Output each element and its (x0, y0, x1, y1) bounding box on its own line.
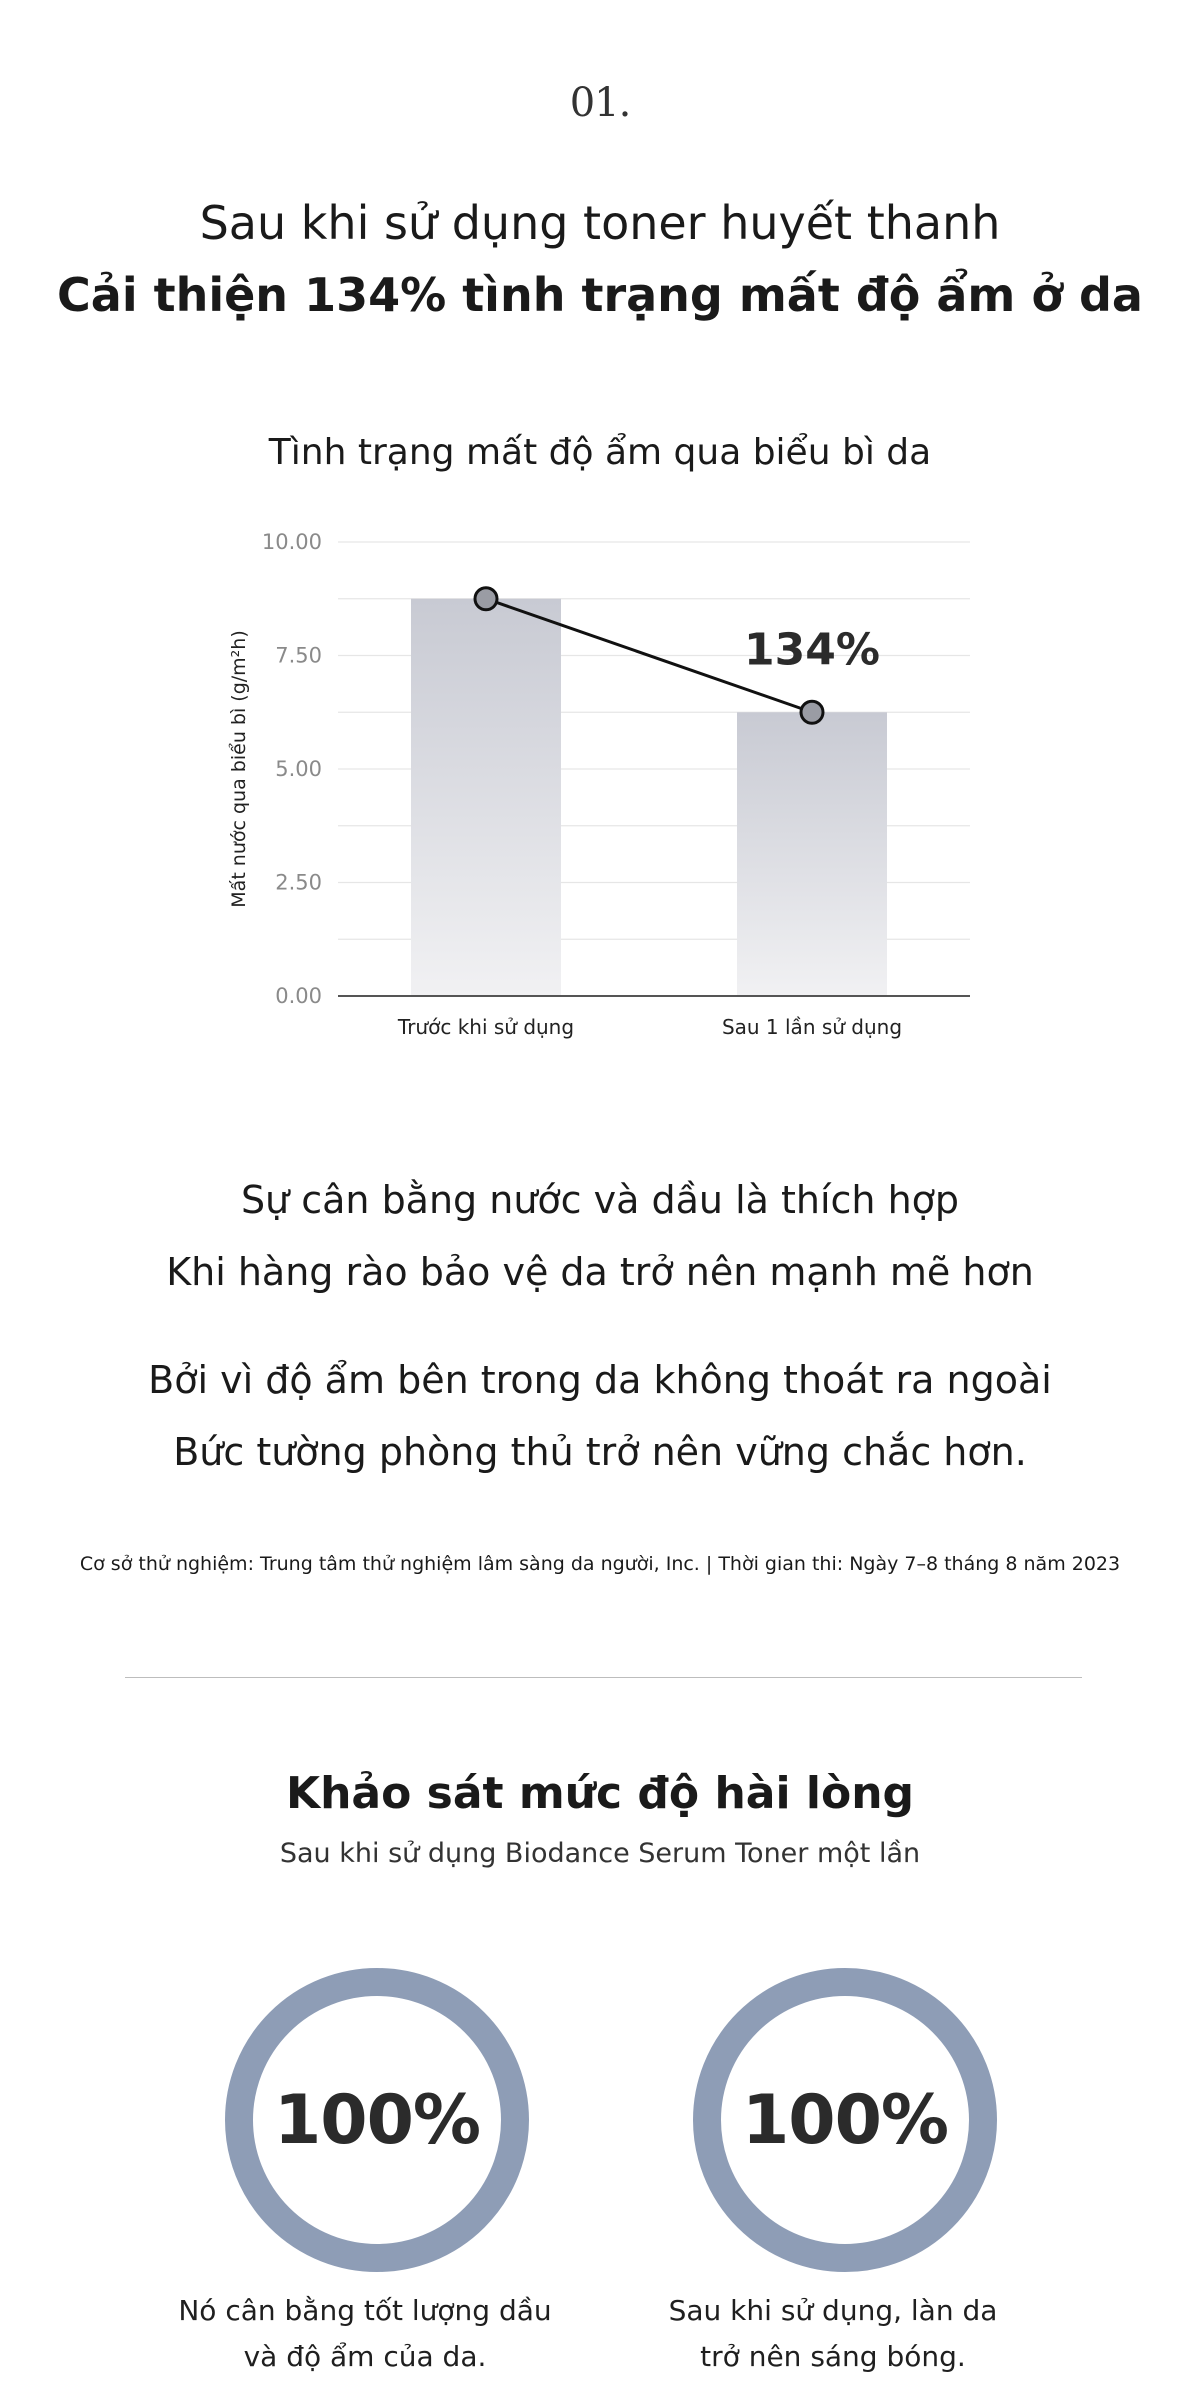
tewl-bar-chart (0, 500, 1200, 1060)
bar (411, 599, 561, 996)
satisfaction-value-2: 100% (741, 2080, 949, 2160)
headline-line-1: Sau khi sử dụng toner huyết thanh (199, 196, 1001, 250)
chart-title: Tình trạng mất độ ẩm qua biểu bì da (268, 432, 932, 473)
x-tick-label: Trước khi sử dụng (397, 1015, 575, 1039)
x-tick-label: Sau 1 lần sử dụng (721, 1015, 903, 1039)
paragraph-line-1: Sự cân bằng nước và dầu là thích hợp (240, 1178, 960, 1222)
satisfaction-caption-2 (623, 2288, 1043, 2380)
y-tick-label: 2.50 (275, 870, 322, 895)
test-note: Cơ sở thử nghiệm: Trung tâm thử nghiệm lâm sàng da người, Inc. | Thời gian thi: Ngày 7–8 tháng 8 năm 2023 (79, 1553, 1121, 1575)
survey-title: Khảo sát mức độ hài lòng (285, 1768, 915, 1819)
paragraph-line-4: Bức tường phòng thủ trở nên vững chắc hơn. (173, 1430, 1027, 1474)
satisfaction-ring-1 (225, 1968, 529, 2272)
caption-2-line-1: Sau khi sử dụng, làn da (668, 2294, 998, 2327)
headline-line-2: Cải thiện 134% tình trạng mất độ ẩm ở da (57, 268, 1143, 322)
survey-subtitle: Sau khi sử dụng Biodance Serum Toner một lần (279, 1838, 921, 1869)
satisfaction-caption-1 (155, 2288, 575, 2380)
satisfaction-ring-2 (693, 1968, 997, 2272)
change-annotation: 134% (744, 624, 880, 676)
trend-marker (801, 701, 823, 723)
y-tick-label: 5.00 (275, 757, 322, 781)
y-tick-label: 7.50 (275, 643, 322, 668)
caption-2-line-2: trở nên sáng bóng. (700, 2340, 966, 2373)
trend-marker (475, 588, 497, 610)
section-divider (125, 1677, 1082, 1678)
y-axis-label: Mất nước qua biểu bì (g/m²h) (228, 630, 250, 908)
paragraph-line-2: Khi hàng rào bảo vệ da trở nên mạnh mẽ hơn (166, 1250, 1034, 1294)
y-tick-label: 0.00 (275, 984, 322, 1008)
satisfaction-value-1: 100% (273, 2080, 481, 2160)
caption-1-line-1: Nó cân bằng tốt lượng dầu (178, 2294, 552, 2327)
bar (737, 712, 887, 996)
y-tick-label: 10.00 (261, 530, 322, 554)
caption-1-line-2: và độ ẩm của da. (243, 2340, 487, 2373)
section-number: 01. (569, 80, 631, 126)
paragraph-line-3: Bởi vì độ ẩm bên trong da không thoát ra ngoài (148, 1358, 1052, 1402)
